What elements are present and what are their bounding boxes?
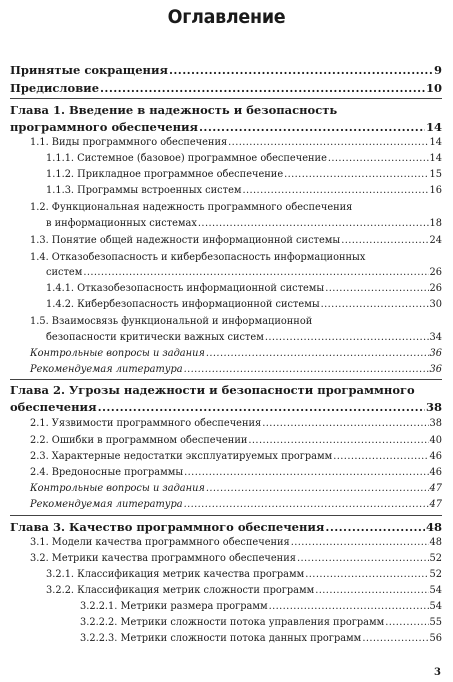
toc-page-number: 46 (429, 467, 442, 478)
toc-entry-1-4-line: 1.4. Отказобезопасность и кибербезопасность информационных (30, 252, 366, 263)
toc-leader-dots (291, 537, 429, 548)
toc-entry-text: 3.2.1. Классификация метрик качества программ (46, 569, 305, 580)
toc-leader-dots (321, 299, 429, 310)
toc-leader-dots (169, 63, 433, 77)
toc-page-number: 15 (429, 169, 442, 180)
toc-entry-abbreviations[interactable] (10, 63, 442, 77)
toc-entry-text: Предисловие (10, 81, 100, 95)
toc-page-number: 16 (429, 185, 442, 196)
toc-page-number: 52 (429, 569, 442, 580)
toc-entry-3-2-2-1[interactable] (80, 601, 442, 612)
toc-entry-1-3[interactable] (30, 235, 442, 246)
toc-page-number: 46 (429, 451, 442, 462)
toc-entry-2-1[interactable] (30, 418, 442, 429)
toc-leader-dots (325, 283, 428, 294)
toc-entry-text: 3.1. Модели качества программного обеспечения (30, 537, 290, 548)
toc-entry-1-2-line: 1.2. Функциональная надежность программного обеспечения (30, 202, 353, 213)
toc-page-number: 14 (429, 137, 442, 148)
toc-leader-dots (184, 467, 428, 478)
toc-page-number: 14 (425, 120, 442, 134)
section-divider (10, 379, 442, 380)
toc-entry-3-1[interactable] (30, 537, 442, 548)
toc-page-number: 14 (429, 153, 442, 164)
toc-leader-dots (206, 348, 429, 359)
toc-page-number: 38 (425, 400, 442, 414)
toc-page-number: 30 (429, 299, 442, 310)
toc-entry-text: Контрольные вопросы и задания (30, 483, 205, 494)
toc-entry-1-4-2[interactable] (46, 299, 442, 310)
toc-entry-text: 1.1. Виды программного обеспечения (30, 137, 228, 148)
toc-entry-text: 2.4. Вредоносные программы (30, 467, 184, 478)
toc-leader-dots (100, 81, 425, 95)
toc-leader-dots (265, 332, 429, 343)
toc-page-number: 56 (429, 633, 442, 644)
toc-entry-text: Рекомендуемая литература (30, 364, 183, 375)
toc-page-number: 47 (429, 483, 442, 494)
toc-entry-text: в информационных системах (46, 218, 197, 229)
toc-entry-1-1-1[interactable] (46, 153, 442, 164)
toc-entry-literature-1[interactable] (30, 364, 442, 375)
toc-leader-dots (385, 617, 428, 628)
toc-leader-dots (198, 218, 429, 229)
toc-page-number: 48 (425, 520, 442, 534)
toc-page-number: 55 (429, 617, 442, 628)
toc-leader-dots (83, 267, 428, 278)
toc-page-number: 47 (429, 499, 442, 510)
toc-entry-chapter-3[interactable] (10, 520, 442, 534)
toc-entry-text: 1.1.1. Системное (базовое) программное обеспечение (46, 153, 327, 164)
section-divider (10, 515, 442, 516)
toc-leader-dots (284, 169, 428, 180)
toc-leader-dots (199, 120, 425, 134)
toc-entry-text: 1.1.2. Прикладное программное обеспечение (46, 169, 284, 180)
toc-entry-text: 1.3. Понятие общей надежности информационной системы (30, 235, 341, 246)
toc-entry-text: 1.4.2. Кибербезопасность информационной системы (46, 299, 320, 310)
toc-page-number: 10 (425, 81, 442, 95)
toc-entry-text: обеспечения (10, 400, 97, 414)
toc-leader-dots (305, 569, 428, 580)
toc-entry-1-4[interactable] (46, 267, 442, 278)
toc-entry-3-2[interactable] (30, 553, 442, 564)
toc-entry-text: 3.2.2.3. Метрики сложности потока данных программ (80, 633, 362, 644)
toc-entry-2-3[interactable] (30, 451, 442, 462)
page-title: Оглавление (167, 6, 286, 28)
section-divider (10, 98, 442, 99)
toc-leader-dots (98, 400, 425, 414)
toc-page-number: 38 (429, 418, 442, 429)
toc-page-number: 48 (429, 537, 442, 548)
toc-chapter-2-heading-line: Глава 2. Угрозы надежности и безопасности программного (10, 383, 415, 397)
toc-leader-dots (297, 553, 429, 564)
toc-leader-dots (206, 483, 429, 494)
toc-entry-text: Принятые сокращения (10, 63, 168, 77)
toc-page-number: 26 (429, 283, 442, 294)
toc-entry-1-1-3[interactable] (46, 185, 442, 196)
toc-entry-text: 2.3. Характерные недостатки эксплуатируемых программ (30, 451, 333, 462)
toc-leader-dots (315, 585, 428, 596)
toc-leader-dots (184, 364, 429, 375)
toc-entry-3-2-2[interactable] (46, 585, 442, 596)
toc-leader-dots (362, 633, 428, 644)
toc-entry-1-5-line: 1.5. Взаимосвязь функциональной и информационной (30, 316, 313, 327)
toc-entry-text: 3.2.2. Классификация метрик сложности программ (46, 585, 315, 596)
toc-chapter-1-heading-line: Глава 1. Введение в надежность и безопасность (10, 103, 338, 117)
toc-page-number: 26 (429, 267, 442, 278)
toc-entry-1-4-1[interactable] (46, 283, 442, 294)
toc-entry-text: Глава 3. Качество программного обеспечения (10, 520, 325, 534)
page-number: 3 (434, 667, 441, 678)
toc-page-number: 36 (429, 364, 442, 375)
toc-entry-text: 3.2.2.2. Метрики сложности потока управления программ (80, 617, 385, 628)
toc-leader-dots (328, 153, 429, 164)
toc-entry-1-2[interactable] (46, 218, 442, 229)
toc-leader-dots (333, 451, 428, 462)
toc-entry-text: 2.1. Уязвимости программного обеспечения (30, 418, 262, 429)
toc-page-number: 54 (429, 601, 442, 612)
toc-entry-text: систем (46, 267, 83, 278)
toc-entry-questions-2[interactable] (30, 483, 442, 494)
toc-leader-dots (248, 435, 428, 446)
toc-leader-dots (184, 499, 429, 510)
toc-entry-text: программного обеспечения (10, 120, 199, 134)
toc-leader-dots (243, 185, 429, 196)
toc-entry-3-2-2-2[interactable] (80, 617, 442, 628)
toc-entry-2-4[interactable] (30, 467, 442, 478)
toc-entry-questions-1[interactable] (30, 348, 442, 359)
toc-page-number: 40 (429, 435, 442, 446)
toc-entry-preface[interactable] (10, 81, 442, 95)
toc-entry-chapter-2[interactable] (10, 400, 442, 414)
toc-page-number: 54 (429, 585, 442, 596)
toc-leader-dots (341, 235, 428, 246)
toc-leader-dots (269, 601, 429, 612)
toc-entry-chapter-1[interactable] (10, 120, 442, 134)
toc-entry-text: безопасности критически важных систем (46, 332, 264, 343)
toc-entry-3-2-1[interactable] (46, 569, 442, 580)
toc-entry-text: 1.1.3. Программы встроенных систем (46, 185, 242, 196)
toc-entry-1-1[interactable] (30, 137, 442, 148)
toc-page-number: 24 (429, 235, 442, 246)
toc-page-number: 34 (429, 332, 442, 343)
toc-page-number: 18 (429, 218, 442, 229)
toc-page-number: 52 (429, 553, 442, 564)
toc-leader-dots (325, 520, 425, 534)
toc-entry-text: Контрольные вопросы и задания (30, 348, 205, 359)
toc-entry-2-2[interactable] (30, 435, 442, 446)
toc-entry-text: Рекомендуемая литература (30, 499, 183, 510)
toc-entry-3-2-2-3[interactable] (80, 633, 442, 644)
toc-entry-1-5[interactable] (46, 332, 442, 343)
toc-page-number: 9 (433, 63, 442, 77)
toc-page-number: 36 (429, 348, 442, 359)
toc-entry-literature-2[interactable] (30, 499, 442, 510)
toc-entry-text: 3.2. Метрики качества программного обеспечения (30, 553, 296, 564)
toc-entry-text: 3.2.2.1. Метрики размера программ (80, 601, 268, 612)
toc-entry-text: 2.2. Ошибки в программном обеспечении (30, 435, 248, 446)
toc-leader-dots (262, 418, 428, 429)
toc-leader-dots (228, 137, 428, 148)
toc-entry-text: 1.4.1. Отказобезопасность информационной системы (46, 283, 325, 294)
toc-entry-1-1-2[interactable] (46, 169, 442, 180)
